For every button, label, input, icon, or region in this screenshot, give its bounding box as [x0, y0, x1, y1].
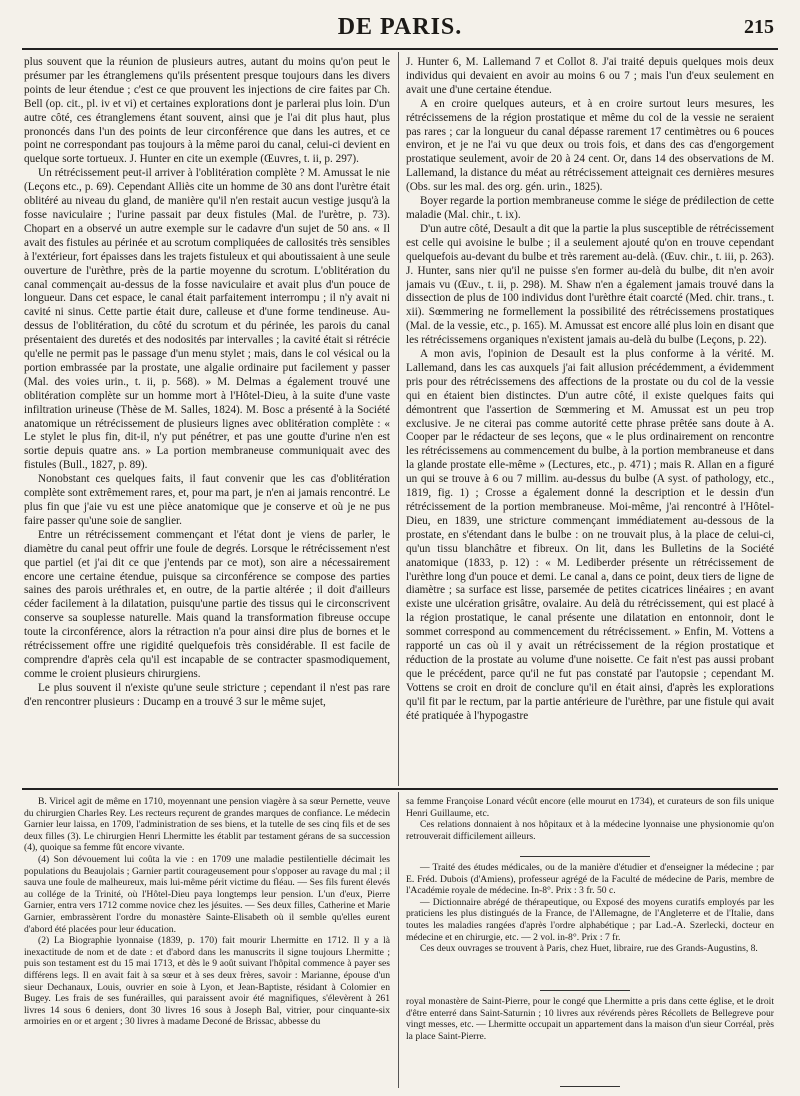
book-notices	[406, 862, 774, 984]
separator-rule	[540, 990, 630, 991]
column-divider	[398, 792, 399, 1088]
footnote: (4) Son dévouement lui coûta la vie : en 1709 une maladie pestilentielle décimait les populations du Beaujolais ; Garnier partit courageusement pour s'opposer au ravage du mal ; il sauva une foule de malheureux, mais lui-même périt victime du fléau. — Ses fils furent élevés au collége de la Trinité, où l'Hôtel-Dieu paya longtemps leur pension. L'un d'eux, Pierre Garnier, entra vers 1712 comme novice chez les jésuites. — Ses deux filles, Catherine et Marie Garnier, embrassèrent l'ordre du monastère Sainte-Elisabeth où il semble qu'elles eurent d'abord été placées pour leur éducation.	[24, 853, 390, 935]
paragraph: Un rétrécissement peut-il arriver à l'oblitération complète ? M. Amussat le nie (Leçons etc., p. 69). Cependant Alliès cite un homme de 30 ans dont l'urètre était oblitéré au niveau du gland, de manière qu'il n'en restait aucun vestige jusqu'à la fosse naviculaire ; l'urine passait par deux fistules (Mal. de l'urètre, p. 73). Chopart en a observé un autre exemple sur le cadavre d'un sujet de 50 ans. « Il avait des fistules au périnée et au scrotum compliquées de callosités très sensibles à l'extérieur, fort épaisses dans les trajets fistuleux et qui aboutissaient à une seule ouverture de l'urèthre, près de la partie moyenne du scrotum. L'oblitération du canal commençait au-dessus de la fosse naviculaire et avait plus d'un pouce de longueur. Dans cet espace, le canal était parfaitement interrompu ; il n'y avait ni cavité ni sinus. Cette partie était dure, calleuse et d'une forme tendineuse. Au-dessus de l'oblitération, du côté du scrotum et du périnée, les parois du canal présentaient des duretés et des nodosités par intervalles ; la cavité était si rétrécie qu'elle ne permit pas le passage d'un menu stylet ; mais, dans le col vésical ou la portion embrassée par la prostate, une algalie ordinaire put facilement y passer (Mal. des voies urin., t. ii, p. 568). » M. Delmas a également trouvé une oblitération complète sur un homme mort à l'Hôtel-Dieu, à la suite d'une vaste infiltration urineuse (Thèse de M. Salles, 1824). M. Bosc a présenté à la Société anatomique un rétrécissement de plusieurs lignes avec oblitération complète : « Le stylet le plus fin, dit-il, n'y put pénétrer, et pas une goutte d'urine n'en est sortie depuis quatre ans. » La portion membraneuse communiquait avec des fistules (Bull., 1827, p. 89).	[24, 167, 390, 472]
end-rule	[560, 1086, 620, 1087]
paragraph: A mon avis, l'opinion de Desault est la plus conforme à la vérité. M. Lallemand, dans les cas auxquels j'ai fait allusion précédemment, a évidemment pris pour des rétrécissemens des affections de la prostate ou du col de la vessie qui en étaient bien distinctes. D'un autre côté, il existe quelques faits qui démontrent que l'assertion de Sœmmering et M. Amussat est un peu trop exclusive. Je ne citerai pas comme autorité cette phrase prêtée sans doute à A. Cooper par le rédacteur de ses leçons, que « le plus ordinairement on rencontre les rétrécissemens au commencement du bulbe, à la portion membraneuse et dans la glande prostate elle-même » (Lectures, etc., p. 471) ; mais R. Allan en a figuré un qui se trouve à 6 ou 7 millim. au-dessus du bulbe (A syst. of pathology, etc., 1819, fig. 1) ; Crosse a également donné la description et le dessin d'un rétrécissement de la portion membraneuse. Moi-même, j'ai rencontré à l'Hôtel-Dieu, en 1839, une stricture commençant immédiatement au-dessous de la prostate, en s'étendant dans le bulbe : on ne trouvait plus, à la place de celui-ci, qu'un tissu blanchâtre et fibreux. On lit, dans les Bulletins de la Société anatomique (1833, p. 12) : « M. Lediberder présente un rétrécissement de l'urèthre long d'un pouce et demi. Le canal a, dans ce point, deux tiers de ligne de diamètre ; sa surface est lisse, parsemée de petites cicatrices linéaires ; en avant existe une ulcération grisâtre, ovalaire. Au delà du rétrécissement, qui est placé à la région prostatique, le canal présente une dilatation en entonnoir, dont le sommet correspond au commencement du rétrécissement. » Enfin, M. Vottens a rapporté un cas où il y avait un rétrécissement de la région prostatique et réduction de la prostate au volume d'une noisette. Ce fait n'est pas aussi probant que le précédent, parce qu'il ne fut pas constaté par l'autopsie ; cependant M. Vottens se croit en droit de conclure qu'il en était ainsi, d'après les explorations qu'il fit par le rectum, par la partie antérieure de l'urèthre, par une fistule qui avait été pratiquée à l'hypogastre	[406, 348, 774, 722]
upper-left-column	[24, 56, 390, 784]
paragraph: Ces relations donnaient à nos hôpitaux et à la médecine lyonnaise une physionomie qu'on retrouverait difficilement ailleurs.	[406, 819, 774, 842]
paragraph: sa femme Françoise Lonard vécût encore (elle mourut en 1734), et curateurs de son fils unique Henri Guillaume, etc.	[406, 796, 774, 819]
page-title: DE PARIS.	[337, 14, 463, 40]
paragraph: Ces deux ouvrages se trouvent à Paris, chez Huet, libraire, rue des Grands-Augustins, 8.	[420, 943, 758, 955]
book-notice: — Traité des études médicales, ou de la manière d'étudier et d'enseigner la médecine ; par E. Fréd. Dubois (d'Amiens), professeur agrégé de la Faculté de médecine de Paris, membre de l'Académie royale de médecine. In-8°. Prix : 3 fr. 50 c.	[406, 862, 774, 897]
paragraph: Nonobstant ces quelques faits, il faut convenir que les cas d'oblitération complète sont extrêmement rares, et, pour ma part, je n'en ai jamais rencontré. Le plus fin que j'aie vu est une pièce anatomique que je conserve et où je ne pus faire passer qu'une soie de sanglier.	[24, 473, 390, 527]
header-rule	[22, 48, 778, 50]
section-rule	[22, 788, 778, 790]
separator-rule	[520, 856, 650, 857]
footnote-continuation	[406, 996, 774, 1086]
page-header	[0, 14, 800, 44]
footnote: (2) La Biographie lyonnaise (1839, p. 170) fait mourir Lhermitte en 1712. Il y a là inexactitude de nom et de date : et d'abord dans les manuscrits il signe toujours Lhermitte ; puis son testament est du 15 mai 1713, et dès le 9 août suivant l'hôpital commence à payer ses différens legs. Il en avait fait à sa sœur et à ses deux frères, savoir : Marianne, épouse d'un sieur Dechanaux, Louis, ouvrier en soie à Lyon, et Jean-Baptiste, résidant à Colomier en Bugey. Les frais de ses funérailles, qui paraissent avoir été magnifiques, s'élevèrent à 261 livres 14 sous 6 deniers, dont 30 livres 16 sous à Joseph Bal, vitrier, pour cinquante-six armoiries en or et argent ; 30 livres à madame Deconé de Brissac, abbesse du	[24, 935, 390, 1028]
upper-right-column	[406, 56, 774, 784]
paragraph: Boyer regarde la portion membraneuse comme le siége de prédilection de cette maladie (Mal. chir., t. ix).	[406, 195, 774, 221]
paragraph: B. Viricel agit de même en 1710, moyennant une pension viagère à sa sœur Pernette, veuve du chirurgien Charles Rey. Les recteurs reçurent de grandes marques de confiance. Le médecin Garnier leur laissa, en 1709, l'administration de ses biens, et la tutelle de ses cinq fils et de ses deux filles (3). Le chirurgien Henri Lhermitte les établit par testament gérans de sa succession (4), quoique sa femme fût encore vivante.	[24, 796, 390, 854]
paragraph: D'un autre côté, Desault a dit que la partie la plus susceptible de rétrécissement est celle qui avoisine le bulbe ; il a seulement ajouté qu'on en trouve cependant quelquefois au-devant du bulbe et très rarement au-delà. (Œuv. chir., t. iii, p. 263). J. Hunter, sans nier qu'il ne puisse s'en former au-delà du bulbe, dit n'en avoir jamais vu (Œuv., t. ii, p. 298). M. Shaw n'en a également jamais trouvé dans la dissection de plus de 100 individus dont l'urèthre était coarcté (Med. chir. trans., t. xii). Sœmmering ne formellement la possibilité des rétrécissemens prostatiques (Mal. de la vessie, etc., p. 165). M. Amussat est encore allé plus loin en disant que les rétrécissemens organiques n'existent jamais au-delà du bulbe (Leçons, p. 22).	[406, 222, 774, 347]
book-notice: — Dictionnaire abrégé de thérapeutique, ou Exposé des moyens curatifs employés par les praticiens les plus distingués de la France, de l'Allemagne, de l'Angleterre et de l'Italie, dans toutes les maladies rangées d'après l'ordre alphabétique ; par Lad.-A. Szerlecki, docteur en médecine et en chirurgie, etc. — 2 vol. in-8°. Prix : 7 fr.	[406, 896, 774, 943]
paragraph: Le plus souvent il n'existe qu'une seule stricture ; cependant il n'est pas rare d'en rencontrer plusieurs : Ducamp en a trouvé 3 sur le même sujet,	[24, 681, 390, 708]
footnote: royal monastère de Saint-Pierre, pour le congé que Lhermitte a pris dans cette église, et le droit d'être enterré dans Saint-Saturnin ; 10 livres aux révérends pères Récollets de Bellegreve pour vingt messes, etc. — Lhermitte occupait un appartement dans la maison d'un sieur Corréal, près la place Saint-Pierre.	[406, 996, 774, 1042]
paragraph: Entre un rétrécissement commençant et l'état dont je viens de parler, le diamètre du canal peut offrir une foule de degrés. Lorsque le rétrécissement n'est que partiel (et j'ai dit ce que j'entends par ce mot), son aire a nécessairement encore une certaine étendue, puisque sa circonférence se compose des parties saines des parois uréthrales et, en outre, de la partie altérée ; il doit d'ailleurs céder facilement à la dilatation, puisqu'une partie des tissus qui le circonscrivent conserve sa souplesse naturelle. Mais quand la transformation fibreuse occupe toute la circonférence, alors la rétraction n'a pour ainsi dire plus de bornes et le rétrécissement offre une rigidité quelquefois très considérable. Il est facile de comprendre d'après cela qu'il est incapable de se contracter spasmodiquement, comme le croient plusieurs chirurgiens.	[24, 528, 390, 680]
lower-left-column	[24, 796, 390, 1088]
lower-right-text	[406, 796, 774, 852]
column-divider	[398, 52, 399, 786]
paragraph: A en croire quelques auteurs, et à en croire surtout leurs mesures, les rétrécissemens de la région prostatique et même du col de la vessie ne seraient pas rares ; car la longueur du canal dépasse rarement 17 centimètres ou 6 pouces environ, et je ne l'ai vu que deux ou trois fois, et dans des cas d'engorgement prostatique seulement, avoir de 20 à 24 cent. Or, dans 14 des observations de M. Lallemand, la distance du méat au rétrécissement atteignait ces dernières mesures (Obs. sur les mal. des org. gén. urin., 1825).	[406, 97, 774, 194]
paragraph: plus souvent que la réunion de plusieurs autres, autant du moins qu'on peut le présumer par les étranglemens qu'ils présentent presque toujours dans les divers points de leur étendue ; c'est ce que prouvent les injections de cire faites par Ch. Bell (op. cit., pl. iv et vi) et certaines explorations dont je parlerai plus loin. D'un autre côté, ces étranglemens étant souvent, ainsi que je l'ai dit plus haut, plus prononcés dans l'un des points de leur circonférence que dans les autres, et ce point ne correspondant pas toujours à la même paroi du canal, celui-ci devient en quelque sorte tortueux. J. Hunter en cite un exemple (Œuvres, t. ii, p. 297).	[24, 56, 390, 166]
page-number: 215	[744, 16, 774, 38]
paragraph: J. Hunter 6, M. Lallemand 7 et Collot 8. J'ai traité depuis quelques mois deux individus qui devaient en avoir au moins 6 ou 7 ; mais l'un d'eux seulement en avait une d'une certaine étendue.	[406, 56, 774, 96]
